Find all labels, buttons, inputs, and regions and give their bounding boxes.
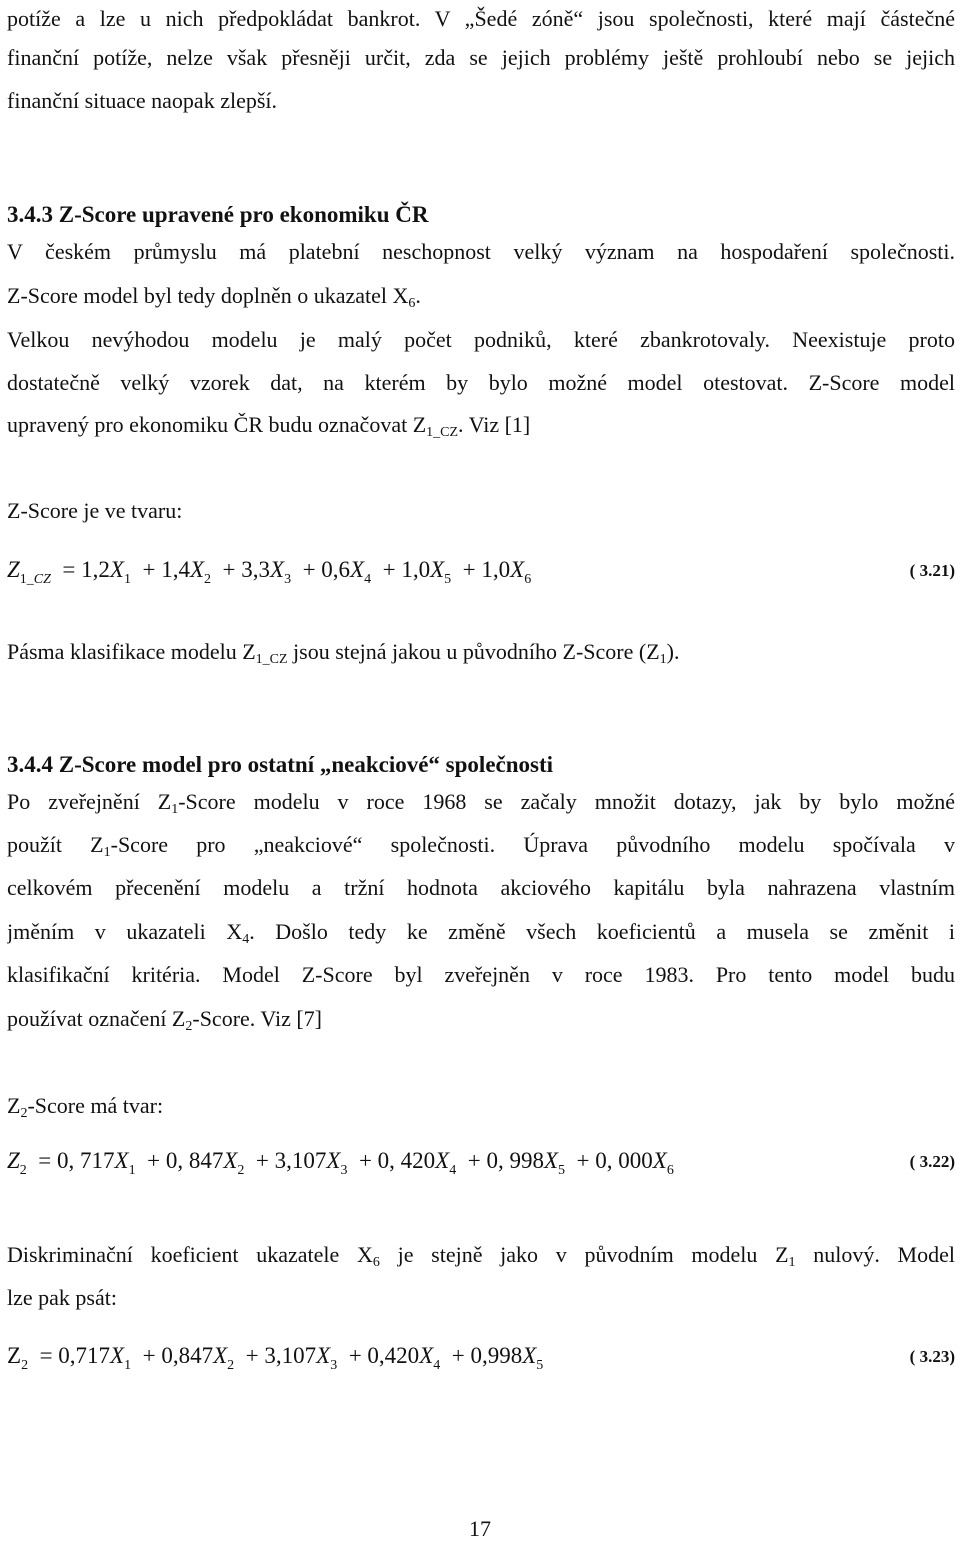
s344-line-1: Po zveřejnění $Z_1$-Score modelu v roce 1968 se začaly množit dotazy, jak by bylo možné xyxy=(7,789,955,817)
equation-formula: $Z_{1\_CZ} = 1,2X_1 + 1,4X_2 + 3,3X_3 + 0,6X_4 + 1,0X_5 + 1,0X_6$ xyxy=(7,557,532,587)
s343-line-1: V českém průmyslu má platební neschopnost velký význam na hospodaření společnosti. xyxy=(7,239,955,264)
s343-line-4: dostatečně velký vzorek dat, na kterém by bylo možné model otestovat. Z-Score model xyxy=(7,370,955,395)
equation-formula: $Z_2 = 0,717X_1 + 0,847X_2 + 3,107X_3 + 0,420X_4 + 0,998X_5$ xyxy=(7,1343,544,1373)
equation-formula: $Z_2 = 0$, $717X_1 + 0$, $847X_2 + 3,107X_3 + 0$, $420X_4 + 0$, $998X_5 + 0$, $000X_6$ xyxy=(7,1148,674,1178)
intro-line-1: potíže a lze u nich předpokládat bankrot. V „Šedé zóně“ jsou společnosti, které mají částečné xyxy=(7,6,955,31)
equation-number: ( 3.23) xyxy=(909,1347,955,1366)
s344-line-3: celkovém přecenění modelu a tržní hodnota akciového kapitálu byla nahrazena vlastním xyxy=(7,875,955,900)
equation-3-23 xyxy=(7,1343,955,1377)
section-heading-344: 3.4.4 Z-Score model pro ostatní „neakciové“ společnosti xyxy=(7,752,554,777)
s343-line-3: Velkou nevýhodou modelu je malý počet podniků, které zbankrotovaly. Neexistuje proto xyxy=(7,327,955,352)
s344-discriminant-line-2: lze pak psát: xyxy=(7,1285,117,1310)
intro-line-2: finanční potíže, nelze však přesněji určit, zda se jejich problémy ještě prohloubí nebo se jejich xyxy=(7,45,955,70)
s344-discriminant-line-1: Diskriminační koeficient ukazatele $X_6$ je stejně jako v původním modelu $Z_1$ nulový. Model xyxy=(7,1242,955,1270)
page-number: 17 xyxy=(469,1516,491,1541)
s343-after-equation: Pásma klasifikace modelu $Z_{1\_CZ}$ jsou stejná jakou u původního Z-Score $(Z_1)$. xyxy=(7,639,680,667)
s344-line-6: používat označení $Z_2$-Score. Viz [7] xyxy=(7,1006,322,1034)
s343-line-5: upravený pro ekonomiku ČR budu označovat $Z_{1\_CZ}$. Viz [1] xyxy=(7,412,531,440)
section-heading-343: 3.4.3 Z-Score upravené pro ekonomiku ČR xyxy=(7,202,429,227)
s343-formula-intro: Z-Score je ve tvaru: xyxy=(7,498,183,523)
equation-3-21 xyxy=(7,557,955,591)
equation-number: ( 3.21) xyxy=(909,561,955,580)
s344-line-5: klasifikační kritéria. Model Z-Score byl zveřejněn v roce 1983. Pro tento model budu xyxy=(7,962,955,987)
equation-3-22 xyxy=(7,1148,955,1182)
s344-formula-intro: $Z_2$-Score má tvar: xyxy=(7,1093,164,1121)
s344-line-2: použít $Z_1$-Score pro „neakciové“ společnosti. Úprava původního modelu spočívala v xyxy=(7,832,955,860)
equation-number: ( 3.22) xyxy=(909,1152,955,1171)
intro-line-3: finanční situace naopak zlepší. xyxy=(7,88,278,113)
s344-line-4: jměním v ukazateli $X_4$. Došlo tedy ke změně všech koeficientů a musela se změnit i xyxy=(7,919,955,947)
s343-line-2: Z-Score model byl tedy doplněn o ukazatel $X_6$. xyxy=(7,283,421,311)
